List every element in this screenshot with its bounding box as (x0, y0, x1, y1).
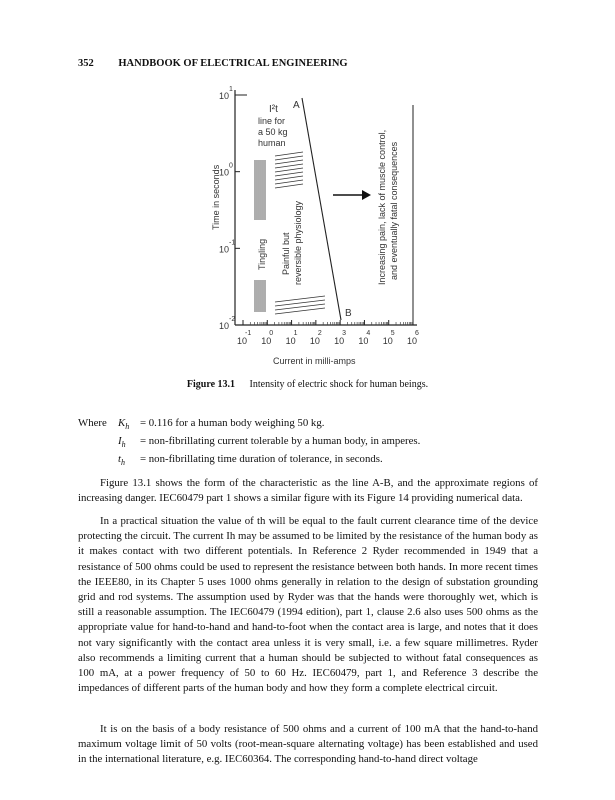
definition-text: = non-fibrillating current tolerable by a human body, in amperes. (140, 435, 421, 448)
page-number: 352 (78, 58, 94, 69)
where-intro: Where (78, 417, 107, 429)
x-tick-exponent: 4 (366, 330, 371, 337)
running-title: HANDBOOK OF ELECTRICAL ENGINEERING (118, 58, 348, 69)
y-tick-exponent: -2 (229, 316, 236, 323)
y-axis-ticks (219, 86, 240, 331)
i2t-label: I²t (269, 104, 278, 115)
definition-text: = 0.116 for a human body weighing 50 kg. (140, 417, 325, 429)
figure-caption-label: Figure 13.1 (186, 379, 236, 390)
tingling-hatch (255, 160, 265, 312)
body-paragraph: In a practical situation the value of th will be equal to the fault current clearance time of the device protecting the circuit. The current Ih may be assumed to be limited by the resistance of the human body as it makes contact with two different potentials. In Reference 2 Ryder recommended in 1949 that a resistance of 500 ohms could be used to represent the resistance between both hands. In more recent times the IEEE80, in its Chapter 5 uses 1000 ohms generally in relation to the design of substation grounding grid and rod systems. The assumption used by Ryder was that the hands were thoroughly wet, which is still a reasonable assumption. The IEC60479 (1994 edition), part 1, clause 2.6 also uses 500 ohms as the appropriate value for hand-to-hand and hand-to-foot when the contact area is large, and notes that it does not vary significantly with the contact area unless it is very small, i.e. a few square millimetres. Ryder also recommends a limiting current that a human should be subjected to without fatal consequences as 100 mA, at a power frequency of 50 to 60 Hz. IEC60479, part 1, and Reference 3 describe the impedances of different parts of the human body and how they form a complete electrical circuit. (78, 515, 538, 695)
symbol: $I_h$ (118, 435, 126, 450)
point-b-label: B (345, 308, 352, 319)
x-tick-exponent: 6 (415, 330, 419, 337)
y-tick-label: 10 (219, 321, 230, 331)
x-tick-exponent: 1 (293, 330, 298, 337)
region-painful-label-line-1: Painful but (281, 232, 291, 275)
point-a-label: A (293, 100, 300, 111)
y-axis-label: Time in seconds (211, 164, 221, 230)
x-tick-label: 10 (334, 336, 345, 346)
x-tick-label: 10 (358, 336, 369, 346)
body-paragraph: Figure 13.1 shows the form of the characteristic as the line A-B, and the approximate regions of increasing danger. IEC60479 part 1 shows a similar figure with its Figure 14 providing numerical data. (78, 477, 538, 505)
body-paragraph: It is on the basis of a body resistance of 500 ohms and a current of 100 mA that the hand-to-hand maximum voltage limit of 50 volts (root-mean-square alternating voltage) has been established and used in the international literature, e.g. IEC60364. The corresponding hand-to-hand direct voltage (78, 723, 538, 766)
where-row (78, 434, 420, 452)
x-tick-label: 10 (261, 336, 272, 346)
x-tick-label: 10 (285, 336, 296, 346)
danger-arrow-head (362, 190, 371, 200)
x-tick-exponent: 3 (342, 330, 347, 337)
characteristic-line-ab (302, 98, 341, 320)
x-tick-label: 10 (407, 336, 418, 346)
x-tick-label: 10 (309, 336, 320, 346)
x-tick-label: 10 (237, 336, 248, 346)
y-tick-exponent: 1 (229, 86, 233, 93)
running-header (78, 58, 348, 69)
x-axis-label: Current in milli-amps (273, 356, 356, 366)
x-tick-exponent: 5 (390, 330, 395, 337)
region-painful-label-line-2: reversible physiology (293, 200, 303, 285)
definition-text: = non-fibrillating time duration of tolerance, in seconds. (140, 453, 383, 466)
x-axis-ticks (237, 320, 419, 346)
i2t-caption-line-2: a 50 kg (258, 127, 288, 137)
x-tick-exponent: 0 (269, 330, 274, 337)
region-tingling-label: Tingling (257, 238, 267, 270)
x-tick-exponent: 2 (317, 330, 322, 337)
where-definitions (78, 416, 420, 470)
figure-caption (0, 379, 615, 390)
symbol: $t_h$ (118, 453, 125, 468)
y-tick-label: 10 (219, 91, 230, 101)
where-row (78, 416, 420, 434)
y-tick-label: 10 (219, 244, 230, 255)
symbol: $K_h$ (118, 417, 130, 432)
x-tick-exponent: -1 (245, 330, 252, 337)
x-tick-label: 10 (382, 336, 393, 346)
y-tick-exponent: -1 (229, 239, 236, 247)
figure-plot (205, 80, 430, 370)
y-tick-label: 10 (219, 167, 230, 178)
i2t-caption-line-3: human (258, 138, 286, 148)
figure-caption-text: Intensity of electric shock for human beings. (249, 379, 429, 390)
y-tick-exponent: 0 (229, 162, 233, 170)
i2t-caption-line-1: line for (258, 116, 286, 126)
where-row (78, 452, 420, 470)
region-danger-label-line-1: Increasing pain, lack of muscle control, (377, 129, 387, 285)
shock-intensity-figure (205, 80, 430, 370)
region-danger-label-line-2: and eventually fatal consequences (389, 141, 399, 280)
